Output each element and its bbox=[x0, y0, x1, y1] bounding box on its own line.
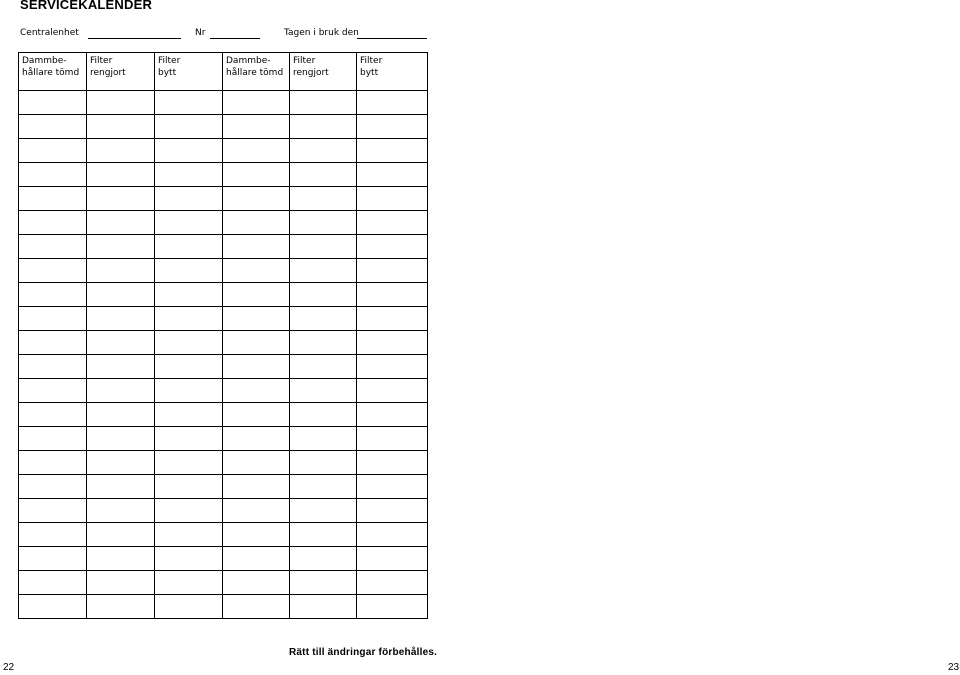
table-cell[interactable] bbox=[357, 499, 428, 523]
table-cell[interactable] bbox=[155, 523, 223, 547]
table-cell[interactable] bbox=[357, 379, 428, 403]
table-cell[interactable] bbox=[357, 547, 428, 571]
table-cell[interactable] bbox=[357, 283, 428, 307]
table-cell[interactable] bbox=[155, 115, 223, 139]
table-cell[interactable] bbox=[87, 187, 155, 211]
table-cell[interactable] bbox=[19, 283, 87, 307]
column-header-line1: Filter bbox=[360, 56, 383, 66]
table-cell[interactable] bbox=[290, 91, 357, 115]
table-cell[interactable] bbox=[223, 523, 290, 547]
table-cell[interactable] bbox=[357, 331, 428, 355]
table-cell[interactable] bbox=[19, 211, 87, 235]
table-row bbox=[19, 307, 428, 331]
table-cell[interactable] bbox=[357, 91, 428, 115]
table-cell[interactable] bbox=[223, 211, 290, 235]
table-row bbox=[19, 115, 428, 139]
table-cell[interactable] bbox=[357, 187, 428, 211]
table-cell[interactable] bbox=[19, 427, 87, 451]
column-header-line2: bytt bbox=[158, 67, 177, 78]
table-cell[interactable] bbox=[223, 571, 290, 595]
table-row bbox=[19, 211, 428, 235]
table-cell[interactable] bbox=[357, 403, 428, 427]
table-cell[interactable] bbox=[290, 331, 357, 355]
table-cell[interactable] bbox=[357, 139, 428, 163]
table-cell[interactable] bbox=[290, 475, 357, 499]
table-cell[interactable] bbox=[155, 379, 223, 403]
table-cell[interactable] bbox=[19, 451, 87, 475]
table-cell[interactable] bbox=[223, 427, 290, 451]
nr-label: Nr bbox=[195, 28, 206, 38]
column-header-line2: bytt bbox=[360, 67, 379, 78]
table-cell[interactable] bbox=[290, 427, 357, 451]
table-cell[interactable] bbox=[223, 547, 290, 571]
table-cell[interactable] bbox=[223, 163, 290, 187]
table-cell[interactable] bbox=[19, 259, 87, 283]
table-row bbox=[19, 451, 428, 475]
table-row bbox=[19, 331, 428, 355]
table-cell[interactable] bbox=[290, 523, 357, 547]
table-cell[interactable] bbox=[19, 571, 87, 595]
table-cell[interactable] bbox=[223, 91, 290, 115]
table-cell[interactable] bbox=[87, 235, 155, 259]
column-header bbox=[155, 53, 223, 91]
table-cell[interactable] bbox=[87, 115, 155, 139]
table-cell[interactable] bbox=[290, 163, 357, 187]
table-cell[interactable] bbox=[87, 595, 155, 619]
table-cell[interactable] bbox=[155, 499, 223, 523]
table-cell[interactable] bbox=[223, 187, 290, 211]
table-cell[interactable] bbox=[155, 91, 223, 115]
table-cell[interactable] bbox=[290, 451, 357, 475]
table-cell[interactable] bbox=[290, 379, 357, 403]
table-cell[interactable] bbox=[290, 499, 357, 523]
table-cell[interactable] bbox=[155, 235, 223, 259]
table-cell[interactable] bbox=[87, 259, 155, 283]
table-cell[interactable] bbox=[155, 307, 223, 331]
table-row bbox=[19, 595, 428, 619]
table-cell[interactable] bbox=[87, 355, 155, 379]
table-cell[interactable] bbox=[87, 139, 155, 163]
table-cell[interactable] bbox=[19, 355, 87, 379]
table-cell[interactable] bbox=[155, 211, 223, 235]
table-cell[interactable] bbox=[19, 403, 87, 427]
table-cell[interactable] bbox=[19, 499, 87, 523]
nr-field[interactable] bbox=[210, 38, 260, 39]
table-cell[interactable] bbox=[19, 187, 87, 211]
table-cell[interactable] bbox=[223, 331, 290, 355]
table-cell[interactable] bbox=[155, 571, 223, 595]
table-header-row bbox=[19, 53, 428, 91]
table-cell[interactable] bbox=[155, 427, 223, 451]
table-cell[interactable] bbox=[290, 547, 357, 571]
column-header bbox=[357, 53, 428, 91]
table-cell[interactable] bbox=[87, 307, 155, 331]
service-table bbox=[18, 52, 428, 619]
table-cell[interactable] bbox=[223, 307, 290, 331]
table-cell[interactable] bbox=[87, 283, 155, 307]
table-cell[interactable] bbox=[155, 547, 223, 571]
table-cell[interactable] bbox=[87, 211, 155, 235]
table-row bbox=[19, 163, 428, 187]
table-cell[interactable] bbox=[19, 139, 87, 163]
tagen-label: Tagen i bruk den bbox=[284, 28, 359, 38]
column-header-line1: Filter bbox=[293, 56, 316, 66]
table-row bbox=[19, 139, 428, 163]
table-cell[interactable] bbox=[155, 139, 223, 163]
table-cell[interactable] bbox=[155, 451, 223, 475]
table-row bbox=[19, 355, 428, 379]
table-cell[interactable] bbox=[290, 139, 357, 163]
table-cell[interactable] bbox=[290, 355, 357, 379]
table-cell[interactable] bbox=[357, 427, 428, 451]
table-cell[interactable] bbox=[87, 403, 155, 427]
table-cell[interactable] bbox=[290, 595, 357, 619]
table-cell[interactable] bbox=[19, 163, 87, 187]
table-cell[interactable] bbox=[290, 187, 357, 211]
table-cell[interactable] bbox=[290, 115, 357, 139]
column-header bbox=[290, 53, 357, 91]
table-cell[interactable] bbox=[155, 259, 223, 283]
table-cell[interactable] bbox=[290, 235, 357, 259]
table-cell[interactable] bbox=[19, 307, 87, 331]
column-header-line1: Dammbe- bbox=[226, 56, 271, 66]
table-cell[interactable] bbox=[290, 571, 357, 595]
table-cell[interactable] bbox=[155, 355, 223, 379]
table-row bbox=[19, 403, 428, 427]
table-cell[interactable] bbox=[223, 403, 290, 427]
table-cell[interactable] bbox=[223, 235, 290, 259]
table-cell[interactable] bbox=[19, 331, 87, 355]
table-cell[interactable] bbox=[19, 115, 87, 139]
table-cell[interactable] bbox=[223, 499, 290, 523]
column-header bbox=[223, 53, 290, 91]
table-cell[interactable] bbox=[223, 475, 290, 499]
table-cell[interactable] bbox=[19, 91, 87, 115]
table-cell[interactable] bbox=[357, 451, 428, 475]
table-cell[interactable] bbox=[87, 547, 155, 571]
table-cell[interactable] bbox=[223, 451, 290, 475]
table-cell[interactable] bbox=[290, 403, 357, 427]
table-row bbox=[19, 427, 428, 451]
column-header bbox=[87, 53, 155, 91]
table-cell[interactable] bbox=[357, 235, 428, 259]
table-cell[interactable] bbox=[357, 307, 428, 331]
table-cell[interactable] bbox=[290, 307, 357, 331]
table-cell[interactable] bbox=[357, 115, 428, 139]
table-cell[interactable] bbox=[223, 115, 290, 139]
table-cell[interactable] bbox=[155, 331, 223, 355]
table-cell[interactable] bbox=[155, 475, 223, 499]
column-header-line2: hållare tömd bbox=[226, 67, 284, 78]
table-cell[interactable] bbox=[290, 283, 357, 307]
table-cell[interactable] bbox=[357, 211, 428, 235]
table-cell[interactable] bbox=[87, 523, 155, 547]
table-cell[interactable] bbox=[19, 595, 87, 619]
table-cell[interactable] bbox=[19, 475, 87, 499]
table-cell[interactable] bbox=[155, 187, 223, 211]
table-cell[interactable] bbox=[357, 595, 428, 619]
page-number-right: 23 bbox=[948, 662, 960, 673]
column-header-line2: rengjort bbox=[90, 67, 126, 78]
table-cell[interactable] bbox=[87, 427, 155, 451]
table-cell[interactable] bbox=[223, 595, 290, 619]
column-header-line1: Filter bbox=[90, 56, 113, 66]
table-row bbox=[19, 499, 428, 523]
table-cell[interactable] bbox=[357, 571, 428, 595]
table-cell[interactable] bbox=[357, 355, 428, 379]
table-cell[interactable] bbox=[87, 499, 155, 523]
table-cell[interactable] bbox=[87, 475, 155, 499]
column-header bbox=[19, 53, 87, 91]
table-row bbox=[19, 259, 428, 283]
table-cell[interactable] bbox=[223, 283, 290, 307]
table-row bbox=[19, 283, 428, 307]
table-cell[interactable] bbox=[19, 379, 87, 403]
table-cell[interactable] bbox=[223, 379, 290, 403]
table-cell[interactable] bbox=[223, 355, 290, 379]
page-number-left: 22 bbox=[3, 662, 15, 673]
table-cell[interactable] bbox=[357, 259, 428, 283]
centralenhet-field[interactable] bbox=[88, 38, 181, 39]
table-cell[interactable] bbox=[223, 139, 290, 163]
table-row bbox=[19, 523, 428, 547]
column-header-line1: Dammbe- bbox=[22, 56, 67, 66]
table-cell[interactable] bbox=[357, 163, 428, 187]
table-cell[interactable] bbox=[19, 523, 87, 547]
table-cell[interactable] bbox=[290, 259, 357, 283]
table-cell[interactable] bbox=[87, 379, 155, 403]
table-row bbox=[19, 91, 428, 115]
table-cell[interactable] bbox=[223, 259, 290, 283]
centralenhet-label: Centralenhet bbox=[20, 28, 79, 38]
table-cell[interactable] bbox=[155, 163, 223, 187]
table-row bbox=[19, 547, 428, 571]
table-cell[interactable] bbox=[87, 451, 155, 475]
table-row bbox=[19, 571, 428, 595]
column-header-line2: rengjort bbox=[293, 67, 329, 78]
column-header-line1: Filter bbox=[158, 56, 181, 66]
table-cell[interactable] bbox=[155, 595, 223, 619]
table-cell[interactable] bbox=[290, 211, 357, 235]
page-title: SERVICEKALENDER bbox=[20, 0, 153, 12]
table-cell[interactable] bbox=[87, 163, 155, 187]
table-cell[interactable] bbox=[87, 91, 155, 115]
tagen-field[interactable] bbox=[357, 38, 427, 39]
table-cell[interactable] bbox=[19, 235, 87, 259]
table-cell[interactable] bbox=[155, 403, 223, 427]
table-cell[interactable] bbox=[19, 547, 87, 571]
table-cell[interactable] bbox=[87, 331, 155, 355]
table-cell[interactable] bbox=[357, 523, 428, 547]
table-row bbox=[19, 475, 428, 499]
table-row bbox=[19, 187, 428, 211]
footer-note: Rätt till ändringar förbehålles. bbox=[289, 647, 438, 658]
table-cell[interactable] bbox=[357, 475, 428, 499]
table-cell[interactable] bbox=[155, 283, 223, 307]
column-header-line2: hållare tömd bbox=[22, 67, 80, 78]
table-row bbox=[19, 379, 428, 403]
table-row bbox=[19, 235, 428, 259]
table-cell[interactable] bbox=[87, 571, 155, 595]
